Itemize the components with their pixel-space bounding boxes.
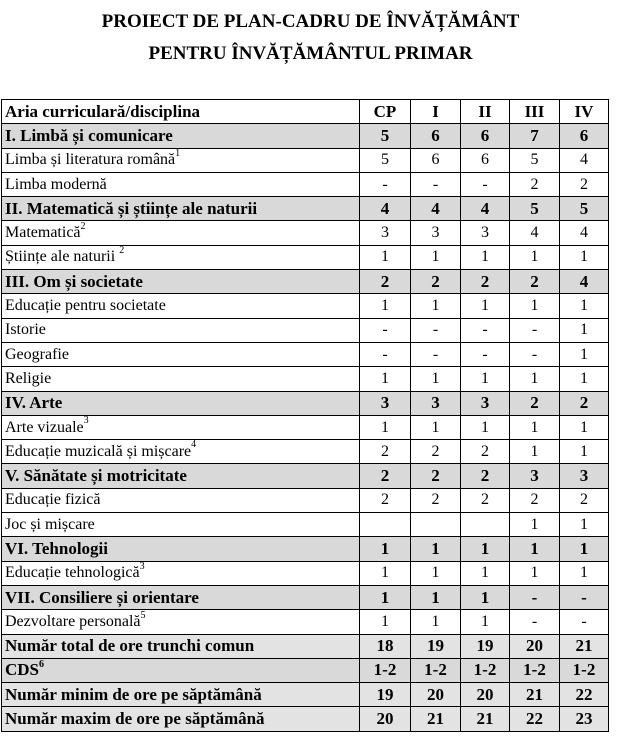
row-label: Educație fizică (5, 491, 101, 509)
hours-cell: 1 (560, 367, 609, 391)
row-label: I. Limbă și comunicare (5, 125, 173, 145)
hours-cell: 1 (461, 245, 510, 269)
area-row (2, 537, 609, 561)
hours-cell: 21 (510, 683, 560, 707)
row-label-cell (2, 585, 360, 609)
row-label-cell (2, 634, 360, 658)
row-label-cell (2, 488, 360, 512)
hours-cell: 4 (461, 197, 510, 221)
hours-cell: 3 (360, 391, 411, 415)
hours-cell: 1 (461, 585, 510, 609)
hours-cell: 5 (510, 197, 560, 221)
row-label-cell (2, 342, 360, 366)
hours-cell: - (360, 342, 411, 366)
hours-cell: 1 (360, 245, 411, 269)
hours-cell: 1 (360, 537, 411, 561)
header-col-iv: IV (560, 100, 609, 124)
hours-cell: 2 (411, 440, 461, 464)
row-label: Număr total de ore trunchi comun (5, 636, 255, 656)
hours-cell: 1 (461, 294, 510, 318)
row-label-cell (2, 172, 360, 196)
hours-cell: 1-2 (560, 658, 609, 682)
subject-row (2, 221, 609, 245)
hours-cell: 1-2 (510, 658, 560, 682)
hours-cell: 1 (560, 294, 609, 318)
row-label: Religie (5, 369, 52, 387)
row-label-cell (2, 415, 360, 439)
hours-cell: - (461, 342, 510, 366)
hours-cell: 3 (461, 391, 510, 415)
row-label: II. Matematică și științe ale naturii (5, 198, 258, 218)
hours-cell: 1 (411, 294, 461, 318)
row-label: V. Sănătate și motricitate (5, 466, 187, 486)
hours-cell: 1 (411, 245, 461, 269)
row-label-cell (2, 464, 360, 488)
footnote-marker: 4 (191, 439, 197, 451)
hours-cell: 1 (360, 294, 411, 318)
hours-cell: 1-2 (461, 658, 510, 682)
footnote-marker: 2 (119, 245, 125, 257)
header-col-iii: III (510, 100, 560, 124)
table-body (2, 124, 609, 731)
hours-cell: 20 (411, 683, 461, 707)
hours-cell: 4 (510, 221, 560, 245)
hours-cell: 1 (510, 561, 560, 585)
hours-cell: 2 (461, 270, 510, 294)
area-row (2, 270, 609, 294)
hours-cell: 1 (510, 440, 560, 464)
hours-cell: - (510, 610, 560, 634)
hours-cell: 1 (560, 342, 609, 366)
hours-cell: 23 (560, 707, 609, 731)
row-label: Dezvoltare personală (5, 612, 141, 630)
row-label-cell (2, 537, 360, 561)
table-header-row (2, 100, 609, 124)
hours-cell: 1 (411, 367, 461, 391)
hours-cell: 2 (411, 464, 461, 488)
hours-cell: 3 (461, 221, 510, 245)
row-label-cell (2, 270, 360, 294)
header-col-i: I (411, 100, 461, 124)
hours-cell: 20 (360, 707, 411, 731)
document-title-line-2: PENTRU ÎNVĂȚĂMÂNTUL PRIMAR (148, 43, 473, 64)
footnote-marker: 6 (39, 658, 45, 670)
total-row (2, 683, 609, 707)
subject-row (2, 245, 609, 269)
row-label-cell (2, 294, 360, 318)
hours-cell: 1 (560, 440, 609, 464)
hours-cell: 1 (560, 561, 609, 585)
header-col-cp: CP (360, 100, 411, 124)
hours-cell: 21 (560, 634, 609, 658)
hours-cell: 1 (461, 415, 510, 439)
row-label: Educație tehnologică (5, 564, 140, 582)
area-row (2, 197, 609, 221)
subject-row (2, 488, 609, 512)
hours-cell: 4 (411, 197, 461, 221)
subject-row (2, 561, 609, 585)
hours-cell: 6 (411, 148, 461, 172)
row-label-cell (2, 610, 360, 634)
hours-cell: 1 (461, 537, 510, 561)
row-label: VII. Consiliere și orientare (5, 587, 199, 607)
subject-row (2, 610, 609, 634)
hours-cell (411, 513, 461, 537)
hours-cell: 4 (360, 197, 411, 221)
row-label: Arte vizuale (5, 418, 84, 436)
hours-cell: 1 (411, 610, 461, 634)
hours-cell: 2 (510, 172, 560, 196)
hours-cell: 20 (510, 634, 560, 658)
hours-cell: 2 (411, 270, 461, 294)
row-label-cell (2, 197, 360, 221)
hours-cell: 1 (411, 415, 461, 439)
hours-cell: - (411, 318, 461, 342)
hours-cell: 5 (510, 148, 560, 172)
hours-cell (360, 513, 411, 537)
hours-cell: 21 (461, 707, 510, 731)
hours-cell: 1-2 (411, 658, 461, 682)
hours-cell: 1 (560, 318, 609, 342)
hours-cell: 2 (560, 488, 609, 512)
hours-cell: 3 (411, 391, 461, 415)
hours-cell: 19 (360, 683, 411, 707)
hours-cell: 6 (461, 124, 510, 148)
row-label: VI. Tehnologii (5, 538, 108, 558)
hours-cell: 2 (510, 391, 560, 415)
hours-cell: 1 (360, 585, 411, 609)
row-label: Joc și mișcare (5, 515, 95, 533)
hours-cell: - (560, 610, 609, 634)
hours-cell: 3 (360, 221, 411, 245)
hours-cell: 1 (360, 415, 411, 439)
hours-cell: - (461, 172, 510, 196)
row-label-cell (2, 391, 360, 415)
row-label-cell (2, 148, 360, 172)
hours-cell: 1 (560, 415, 609, 439)
curriculum-table (1, 99, 609, 732)
hours-cell: 1 (411, 561, 461, 585)
hours-cell: 19 (411, 634, 461, 658)
curriculum-table-wrapper (1, 99, 609, 732)
document-title-line-1: PROIECT DE PLAN-CADRU DE ÎNVĂȚĂMÂNT (101, 11, 520, 32)
row-label-cell (2, 245, 360, 269)
hours-cell: 2 (560, 391, 609, 415)
footnote-marker: 5 (140, 609, 146, 621)
footnote-marker: 1 (175, 147, 181, 159)
row-label: CDS (5, 660, 40, 680)
hours-cell: 2 (560, 172, 609, 196)
hours-cell: 6 (411, 124, 461, 148)
hours-cell: - (411, 172, 461, 196)
row-label-cell (2, 683, 360, 707)
row-label: Număr minim de ore pe săptămână (5, 684, 262, 704)
hours-cell: 1 (360, 610, 411, 634)
hours-cell: - (510, 342, 560, 366)
row-label: Limba și literatura română (5, 151, 176, 169)
hours-cell: 1 (560, 537, 609, 561)
hours-cell: 1 (560, 245, 609, 269)
hours-cell: 2 (360, 270, 411, 294)
subject-row (2, 440, 609, 464)
row-label-cell (2, 440, 360, 464)
subject-row (2, 318, 609, 342)
hours-cell: - (461, 318, 510, 342)
hours-cell: 2 (461, 488, 510, 512)
footnote-marker: 3 (139, 560, 145, 572)
hours-cell: 22 (510, 707, 560, 731)
hours-cell: 3 (560, 464, 609, 488)
row-label-cell (2, 561, 360, 585)
row-label-cell (2, 513, 360, 537)
row-label: Științe ale naturii (5, 248, 120, 266)
footnote-marker: 3 (83, 415, 89, 427)
subject-row (2, 513, 609, 537)
hours-cell: 4 (560, 148, 609, 172)
row-label-cell (2, 367, 360, 391)
hours-cell: - (360, 318, 411, 342)
row-label: Geografie (5, 345, 69, 363)
row-label-cell (2, 221, 360, 245)
area-row (2, 124, 609, 148)
hours-cell: 6 (560, 124, 609, 148)
hours-cell: 3 (411, 221, 461, 245)
subject-row (2, 342, 609, 366)
row-label: Număr maxim de ore pe săptămână (5, 709, 265, 729)
hours-cell: 1 (560, 513, 609, 537)
hours-cell: 2 (360, 440, 411, 464)
hours-cell (461, 513, 510, 537)
subject-row (2, 294, 609, 318)
area-row (2, 658, 609, 682)
hours-cell: 6 (461, 148, 510, 172)
hours-cell: 1 (461, 610, 510, 634)
row-label-cell (2, 707, 360, 731)
hours-cell: 1 (510, 367, 560, 391)
subject-row (2, 172, 609, 196)
hours-cell: 1 (510, 537, 560, 561)
hours-cell: 4 (560, 221, 609, 245)
row-label-cell (2, 124, 360, 148)
hours-cell: 1 (360, 367, 411, 391)
area-row (2, 391, 609, 415)
hours-cell: 19 (461, 634, 510, 658)
row-label: Limba modernă (5, 175, 107, 193)
row-label-cell (2, 318, 360, 342)
total-row (2, 707, 609, 731)
header-discipline: Aria curriculară/disciplina (2, 100, 360, 124)
hours-cell: - (510, 318, 560, 342)
hours-cell: 1 (510, 294, 560, 318)
hours-cell: 1 (360, 561, 411, 585)
hours-cell: 5 (360, 124, 411, 148)
row-label: III. Om și societate (5, 271, 143, 291)
hours-cell: - (510, 585, 560, 609)
hours-cell: 7 (510, 124, 560, 148)
hours-cell: 2 (411, 488, 461, 512)
hours-cell: 18 (360, 634, 411, 658)
hours-cell: 1-2 (360, 658, 411, 682)
hours-cell: 1 (411, 537, 461, 561)
hours-cell: 1 (411, 585, 461, 609)
hours-cell: 1 (510, 513, 560, 537)
row-label: Matematică (5, 224, 81, 242)
hours-cell: 2 (510, 488, 560, 512)
hours-cell: 20 (461, 683, 510, 707)
subject-row (2, 367, 609, 391)
hours-cell: 1 (510, 245, 560, 269)
row-label: Educație pentru societate (5, 297, 166, 315)
footnote-marker: 2 (80, 220, 86, 232)
area-row (2, 585, 609, 609)
row-label: Istorie (5, 321, 46, 339)
hours-cell: 1 (510, 415, 560, 439)
hours-cell: - (411, 342, 461, 366)
hours-cell: 4 (560, 270, 609, 294)
subject-row (2, 148, 609, 172)
hours-cell: - (560, 585, 609, 609)
header-col-ii: II (461, 100, 510, 124)
hours-cell: 2 (461, 464, 510, 488)
row-label: Educație muzicală și mișcare (5, 442, 192, 460)
hours-cell: 5 (560, 197, 609, 221)
hours-cell: 5 (360, 148, 411, 172)
area-row (2, 464, 609, 488)
row-label-cell (2, 658, 360, 682)
subject-row (2, 415, 609, 439)
hours-cell: 1 (461, 561, 510, 585)
row-label: IV. Arte (5, 393, 63, 413)
hours-cell: 2 (360, 464, 411, 488)
hours-cell: 22 (560, 683, 609, 707)
hours-cell: - (360, 172, 411, 196)
hours-cell: 3 (510, 464, 560, 488)
hours-cell: 1 (461, 367, 510, 391)
hours-cell: 2 (510, 270, 560, 294)
hours-cell: 2 (461, 440, 510, 464)
total-row (2, 634, 609, 658)
hours-cell: 2 (360, 488, 411, 512)
hours-cell: 21 (411, 707, 461, 731)
